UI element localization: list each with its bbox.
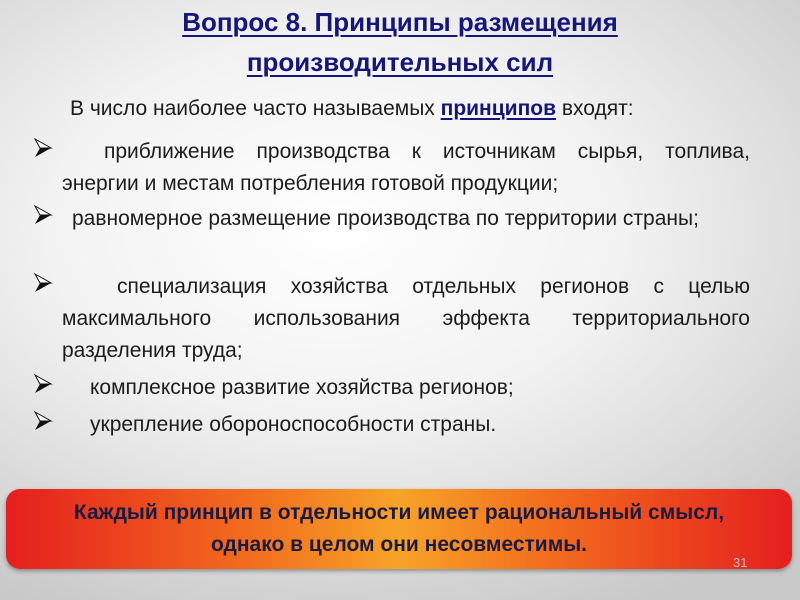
principle-item-text: укрепление обороноспособности страны. (90, 413, 497, 436)
intro-keyword: принципов (440, 97, 556, 120)
principle-item-text: комплексное развитие хозяйства регионов; (90, 376, 514, 399)
principle-item-5 (62, 409, 750, 441)
principle-item-4 (62, 372, 750, 404)
conclusion-banner (6, 489, 792, 569)
intro-before: В число наиболее часто называемых (70, 97, 441, 120)
arrowhead-bullet-icon (32, 271, 54, 295)
arrowhead-bullet-icon (32, 136, 54, 160)
slide-page-number: 31 (733, 555, 748, 570)
intro-after: входят: (556, 97, 634, 120)
principle-item-1 (62, 136, 750, 200)
arrowhead-bullet-icon (32, 409, 54, 433)
arrowhead-bullet-icon (32, 203, 54, 227)
slide-title-line1: Вопрос 8. Принципы размещения (182, 7, 618, 37)
principle-item-3 (62, 271, 750, 367)
intro-text (70, 96, 770, 122)
principle-item-2 (62, 203, 750, 235)
principle-item-text: специализация хозяйства отдельных регионов с целью максимального использования эффекта территориального разделения труда; (62, 275, 750, 362)
conclusion-line-1: Каждый принцип в отдельности имеет рациональный смысл, (73, 501, 725, 524)
principle-item-text: приближение производства к источникам сырья, топлива, энергии и местам потребления готовой продукции; (62, 140, 750, 195)
conclusion-line-2: однако в целом они несовместимы. (210, 533, 588, 556)
arrowhead-bullet-icon (32, 372, 54, 396)
principle-item-text: равномерное размещение производства по территории страны; (72, 207, 699, 230)
slide-title-line2: производительных сил (246, 47, 554, 77)
